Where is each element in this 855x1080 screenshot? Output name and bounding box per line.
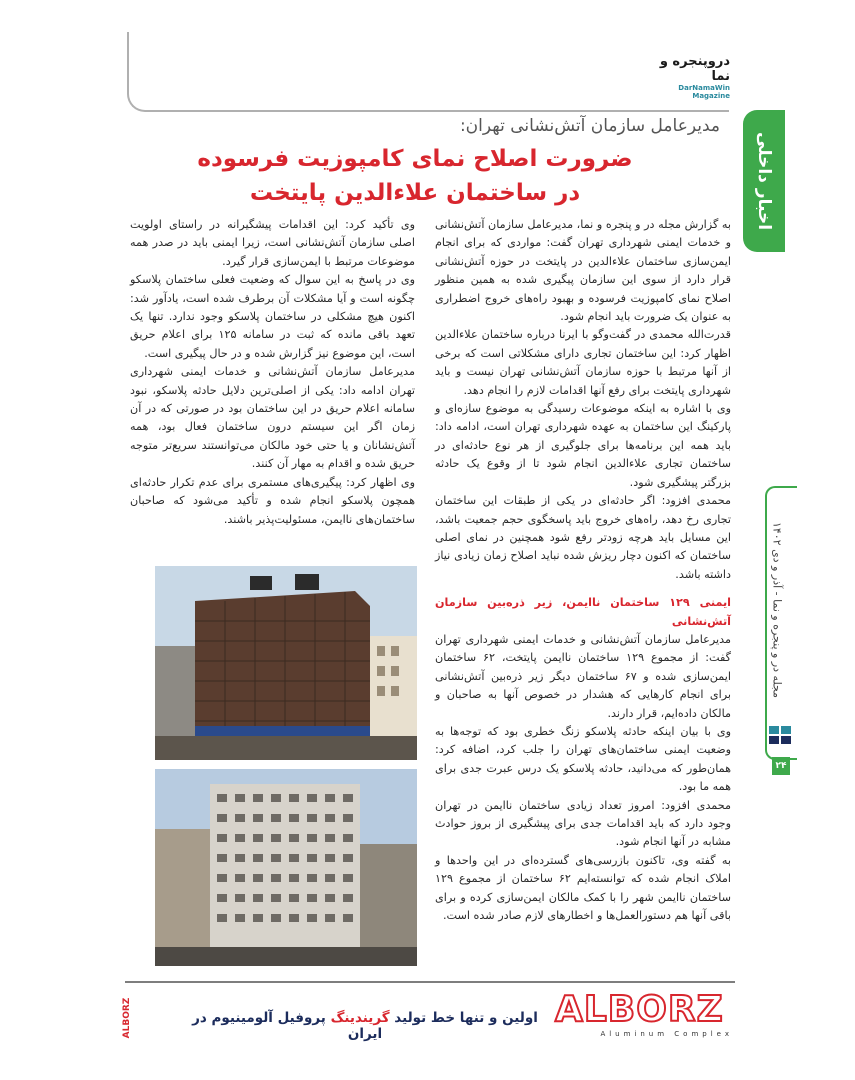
paragraph: قدرت‌الله محمدی در گفت‌وگو با ایرنا درباره ساختمان علاءالدین اظهار کرد: این ساختمان تجاری دارای مشکلاتی است که برخی از آنها مرتبط با حوزه سازمان آتش‌نشانی تهران نیست و باید شهرداری پایتخت برای رفع آنها اقدامات لازم را انجام دهد.	[435, 328, 731, 397]
vertical-brand-logo	[118, 992, 136, 1044]
paragraph: به گفته وی، تاکنون بازرسی‌های گسترده‌ای در این واحدها و املاک انجام شده که توانسته‌ایم ۶۲ ساختمان از مجموع ۱۲۹ ساختمان ناایمن شهر را با کمک مالکان ایمن‌سازی کرده و برای باقی آنها هم دستورالعمل‌ها و اخطارهای لازم صادر شده است.	[435, 853, 731, 923]
section-tab-label: اخبار داخلی	[754, 131, 774, 231]
article-column-right	[435, 216, 731, 925]
magazine-logo-fa: دروپنجره و نما	[659, 54, 730, 84]
article-column-left	[130, 216, 415, 529]
paragraph: محمدی افزود: اگر حادثه‌ای در یکی از طبقات این ساختمان تجاری رخ دهد، راه‌های خروج باید پاسخگوی حجم جمعیت باشد، این مسایل باید هرچه زودتر رفع شود همچنین در نمای اصلی ساختمان که اکنون دچار ریزش شده نباید اصلاح زمان زیادی نیاز داشته باشد.	[435, 494, 731, 581]
article-subtitle: مدیرعامل سازمان آتش‌نشانی تهران:	[459, 116, 720, 136]
vertical-brand-text: ALBORZ	[122, 997, 132, 1039]
paragraph: وی در پاسخ به این سوال که وضعیت فعلی ساختمان پلاسکو چگونه است و آیا مشکلات آن برطرف شده است، یادآور شد: اکنون هیچ مشکلی در ساختمان پلاسکو وجود ندارد. تنها یک تعهد باقی مانده که ثبت در سامانه ۱۲۵ برای اعلام حریق است، این موضوع نیز گزارش شده و در حال پیگیری است.	[130, 273, 415, 360]
magazine-logo-en: DarNamaWin Magazine	[678, 84, 730, 100]
building-photo-1	[155, 566, 417, 760]
alborz-wordmark: ALBORZ	[555, 989, 724, 1030]
section-heading: ایمنی ۱۲۹ ساختمان ناایمن، زیر ذره‌بین سازمان آتش‌نشانی	[435, 596, 731, 628]
headline-line-1: ضرورت اصلاح نمای کامپوزیت فرسوده	[197, 146, 633, 172]
tagline-highlight: گریندینگ	[330, 1010, 390, 1026]
tagline-part-1: اولین و تنها خط تولید	[389, 1010, 538, 1026]
paragraph: وی با بیان اینکه حادثه پلاسکو زنگ خطری بود که توجه‌ها به وضعیت ایمنی ساختمان‌های تهران را جلب کرد، اضافه کرد: همان‌طور که می‌دانید، حادثه پلاسکو یک درس عبرت جدی برای همه ما بود.	[435, 724, 731, 794]
magazine-icon	[767, 722, 793, 748]
alborz-logo	[555, 989, 733, 1040]
paragraph: وی با اشاره به اینکه موضوعات رسیدگی به موضوع سازه‌ای و پارکینگ این ساختمان به عهده شهرداری تهران است، ادامه داد: باید همه این برنامه‌ها برای جلوگیری از هر نوع حادثه‌ای در ساختمان تجاری علاءالدین انجام شود تا از وقوع یک حادثه بزرگتر پیشگیری شود.	[435, 402, 731, 489]
building-photo-1-illustration	[155, 566, 417, 760]
paragraph: وی اظهار کرد: پیگیری‌های مستمری برای عدم تکرار حادثه‌ای همچون پلاسکو انجام شده و تأکید می‌شود که صاحبان ساختمان‌های ناایمن، مسئولیت‌پذیر باشند.	[130, 475, 415, 526]
article-headline	[150, 142, 680, 210]
header-frame	[127, 32, 729, 112]
alborz-subtitle: Aluminum Complex	[600, 1030, 733, 1038]
issue-info-text: مجله در و پنجره و نما - آذر و دی ۱۴۰۲	[770, 521, 784, 699]
magazine-logo	[640, 54, 730, 100]
paragraph: وی تأکید کرد: این اقدامات پیشگیرانه در راستای اولویت اصلی سازمان آتش‌نشانی است، زیرا ایمنی باید در صدر همه موضوعات مرتبط با ایمن‌سازی قرار گیرد.	[130, 218, 415, 268]
headline-line-2: در ساختمان علاءالدین پایتخت	[249, 180, 581, 206]
footer-tagline	[185, 1010, 545, 1042]
tagline-part-2: پروفیل آلومینیوم در ایران	[192, 1010, 383, 1042]
paragraph: مدیرعامل سازمان آتش‌نشانی و خدمات ایمنی شهرداری تهران گفت: از مجموع ۱۲۹ ساختمان ناایمن پایتخت، ۶۲ ساختمان ایمن‌سازی شده و ۶۷ ساختمان دیگر زیر ذره‌بین آتش‌نشانی برای انجام کارهایی که هشدار در خصوص آنها به صاحبان و مالکان داده‌ایم، قرار دارند.	[435, 632, 731, 720]
paragraph: مدیرعامل سازمان آتش‌نشانی و خدمات ایمنی شهرداری تهران ادامه داد: یکی از اصلی‌ترین دلایل حادثه پلاسکو، نبود سامانه اعلام حریق در این ساختمان بود در صورتی که در آن زمان اگر این سیستم درون ساختمان فعال بود، همه آتش‌نشانان و یا حتی خود مالکان می‌توانستند سریع‌تر متوجه حریق شده و اقدام به مهار آن کنند.	[130, 365, 415, 471]
paragraph: به گزارش مجله در و پنجره و نما، مدیرعامل سازمان آتش‌نشانی و خدمات ایمنی شهرداری تهران گفت: مواردی که برای انجام ایمن‌سازی ساختمان علاءالدین در پایتخت در حوزه آتش‌نشانی قرار دارد از سوی این سازمان پیگیری شده به همین منظور اصلاح نمای کامپوزیت فرسوده و بهبود راه‌های خروج اضطراری به عنوان یک ضرورت باید انجام شود.	[435, 218, 731, 324]
building-photo-2	[155, 769, 417, 966]
page-number: ۲۴	[772, 757, 790, 775]
section-tab	[743, 110, 785, 252]
issue-info	[757, 500, 797, 720]
footer-divider	[125, 981, 735, 983]
paragraph: محمدی افزود: امروز تعداد زیادی ساختمان ناایمن در تهران وجود دارد که باید اقدامات جدی برای پیشگیری از بروز حوادث مشابه در آنها انجام شود.	[435, 798, 731, 849]
building-photo-2-illustration	[155, 769, 417, 966]
